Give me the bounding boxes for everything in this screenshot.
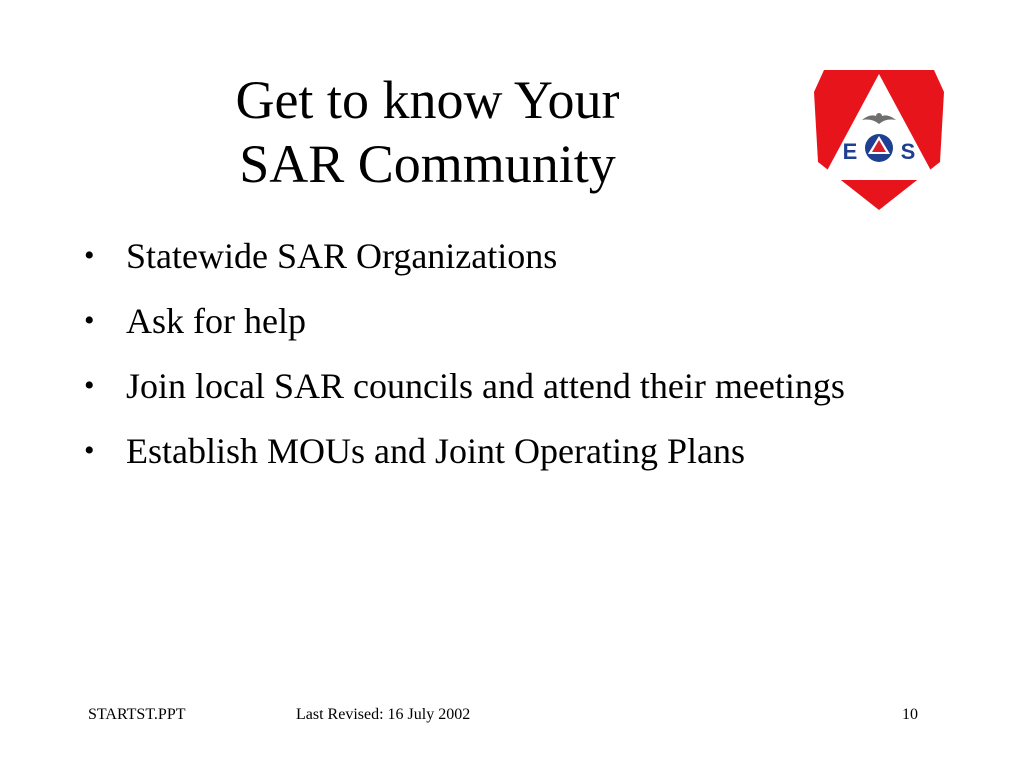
footer-filename: STARTST.PPT (88, 706, 186, 723)
bullet-dot-icon: • (84, 239, 95, 272)
footer-revised-date: Last Revised: 16 July 2002 (296, 706, 471, 723)
logo-letter-s: S (900, 139, 916, 164)
cap-emblem-icon (865, 134, 893, 162)
footer-page-number: 10 (902, 706, 918, 723)
bullet-text: Establish MOUs and Joint Operating Plans (126, 431, 745, 471)
es-shield-logo (812, 68, 946, 212)
logo-letter-e: E (842, 139, 858, 164)
bullet-text: Statewide SAR Organizations (126, 236, 558, 276)
title-line-2: SAR Community (239, 134, 616, 194)
bullet-dot-icon: • (84, 304, 95, 337)
bullet-item (84, 427, 944, 475)
bullet-dot-icon: • (84, 369, 95, 402)
bullet-text: Ask for help (126, 301, 306, 341)
title-line-1: Get to know Your (235, 70, 620, 130)
bullet-text: Join local SAR councils and attend their meetings (126, 366, 845, 406)
bullet-item (84, 362, 944, 410)
bullet-list (84, 232, 944, 492)
bullet-item (84, 297, 944, 345)
slide-title (150, 68, 705, 196)
bullet-item (84, 232, 944, 280)
bullet-dot-icon: • (84, 434, 95, 467)
